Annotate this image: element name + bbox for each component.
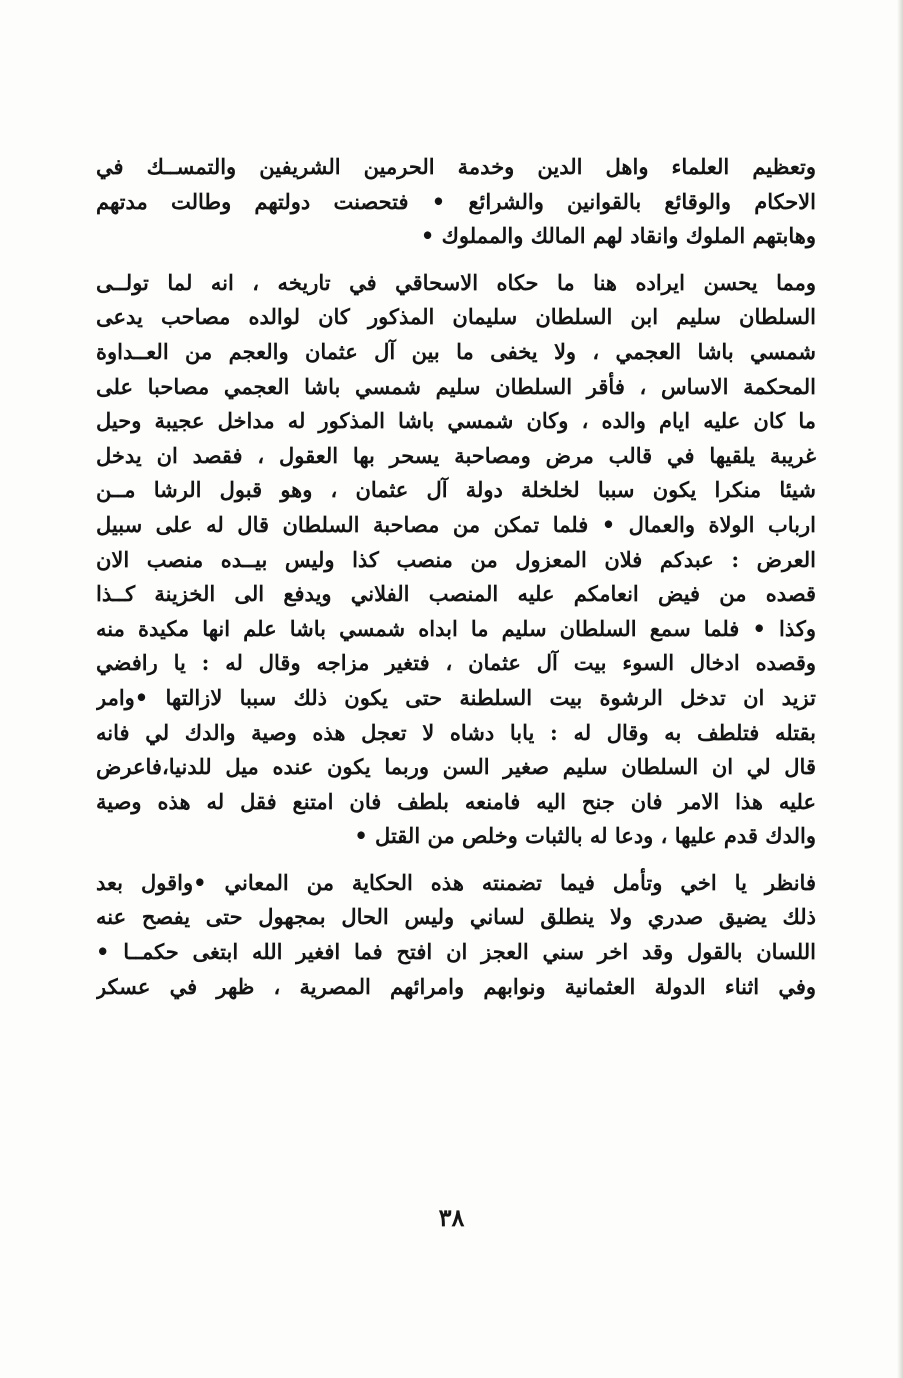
text-line: والدك قدم عليها ، ودعا له بالثبات وخلص من القتل • bbox=[354, 823, 816, 849]
text-line: ما كان عليه ايام والده ، وكان شمسي باشا المذكور له مداخل عجيبة وحيل bbox=[96, 408, 816, 434]
text-line: وقصده ادخال السوء بيت آل عثمان ، فتغير مزاجه وقال له : يا رافضي bbox=[96, 650, 816, 676]
text-line: المحكمة الاساس ، فأقر السلطان سليم شمسي باشا العجمي مصاحبا على bbox=[96, 373, 816, 399]
text-line: وكذا • فلما سمع السلطان سليم ما ابداه شمسي باشا علم انها مكيدة منه bbox=[96, 615, 816, 641]
page-edge-shadow bbox=[897, 0, 903, 1378]
text-line: ارباب الولاة والعمال • فلما تمكن من مصاحبة السلطان قال له على سبيل bbox=[96, 511, 816, 537]
paragraph-2 bbox=[96, 266, 816, 854]
text-line: بقتله فتلطف به وقال له : يابا دشاه لا تعجل هذه وصية والدك لي فانه bbox=[96, 719, 816, 745]
text-line: وتعظيم العلماء واهل الدين وخدمة الحرمين الشريفين والتمســك في bbox=[96, 154, 816, 179]
paragraph-3 bbox=[96, 866, 816, 1004]
text-line: شمسي باشا العجمي ، ولا يخفى ما بين آل عثمان والعجم من العــداوة bbox=[96, 338, 816, 364]
text-line: اللسان بالقول وقد اخر سني العجز ان افتح فما افغير الله ابتغى حكمــا • bbox=[96, 939, 816, 965]
page-number: ٣٨ bbox=[438, 1203, 465, 1232]
paragraph-1 bbox=[96, 150, 816, 254]
text-line: تزيد ان تدخل الرشوة بيت السلطنة حتى يكون ذلك سببا لازالتها •وامر bbox=[96, 684, 816, 710]
text-line: وهابتهم الملوك وانقاد لهم المالك والمملوك • bbox=[420, 223, 816, 249]
text-line: وفي اثناء الدولة العثمانية ونوابهم وامرائهم المصرية ، ظهر في عسكر bbox=[96, 973, 816, 999]
paragraph-gap bbox=[96, 254, 816, 266]
text-line: الاحكام والوقائع بالقوانين والشرائع • فتحصنت دولتهم وطالت مدتهم bbox=[96, 188, 816, 214]
text-line: غريبة يلقيها في قالب مرض ومصاحبة يسحر بها العقول ، فقصد ان يدخل bbox=[96, 442, 816, 468]
page-text bbox=[96, 150, 816, 1004]
text-line: العرض : عبدكم فلان المعزول من منصب كذا وليس بيــده منصب الان bbox=[96, 546, 816, 572]
text-line: ذلك يضيق صدري ولا ينطلق لساني وليس الحال بمجهول حتى يفصح عنه bbox=[96, 904, 816, 930]
text-line: قال لي ان السلطان سليم صغير السن وربما يكون عنده ميل للدنيا،فاعرض bbox=[96, 754, 816, 780]
paragraph-gap bbox=[96, 854, 816, 866]
text-line: فانظر يا اخي وتأمل فيما تضمنته هذه الحكاية من المعاني •واقول بعد bbox=[96, 869, 816, 895]
text-line: قصده من فيض انعامكم عليه المنصب الفلاني ويدفع الى الخزينة كــذا bbox=[96, 581, 816, 607]
text-line: ومما يحسن ايراده هنا ما حكاه الاسحاقي في تاريخه ، انه لما تولــى bbox=[96, 269, 816, 295]
text-line: عليه هذا الامر فان جنح اليه فامنعه بلطف فان امتنع فقل له هذه وصية bbox=[96, 788, 816, 814]
text-line: شيئا منكرا يكون سببا لخلخلة دولة آل عثمان ، وهو قبول الرشا مــن bbox=[96, 477, 816, 503]
text-line: السلطان سليم ابن السلطان سليمان المذكور كان لوالده مصاحب يدعى bbox=[96, 304, 816, 330]
